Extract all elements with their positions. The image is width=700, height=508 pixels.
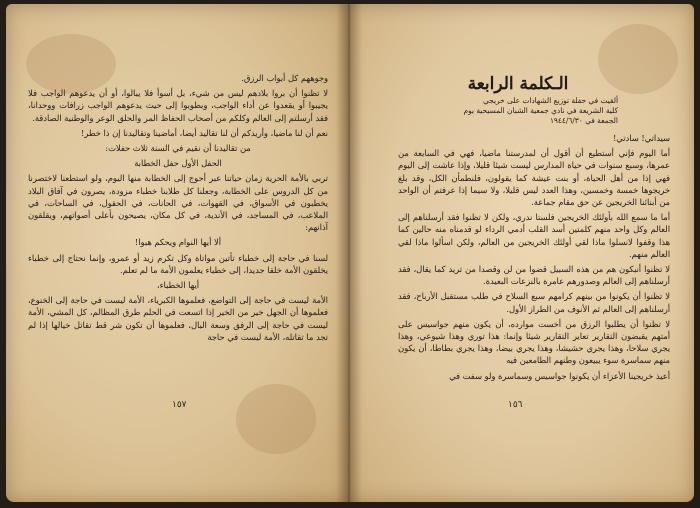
- page-number: ١٥٧: [172, 400, 187, 410]
- paragraph: تربي بالأمة الحرية زمان حياتنا عبر أحوج إلى الخطابة منها اليوم، ولو استطعنا لاختصرنا من كل الدروس على الخطابة، وجعلنا كل طلابنا خطباء مزودة، يصرون في آفاق البلاد يخطبون في الأسواق، في القهوات، في الحانات، في الحقول، في الساحات، في الملاعب، في المساجد، في الأندية، في كل مكان، يصيحون بأعلى أصواتهم، ويقلقون آذانهم:: [28, 173, 328, 233]
- paragraph: لا تظنوا أن يكونوا من بينهم كرامهم سبع السلاح في طلب مستقبل الأرباح، فقد أرسلناهم إلى العالم ثم الأنوف من الطراز الأول.: [398, 291, 670, 314]
- paragraph: لا تظنوا أن بروا بلادهم ليس من شيء، بل أسوأ فلا يبالوا، أو أن يدعوهم الواجب فلا يجيبوا أو يقعدوا عن أداء الواجب، وبطوبوا إلى حيث يدعوهم الواجب زرافات ووحدانا، فقد أرسلتم إلى العالم وكلكم من أصحاب الحفاظ المر والحلق الوعر والوطنية الصادقة.: [28, 88, 328, 123]
- subtitle-line: كلية الشريعة في نادي جمعية الشبان المسيحية يوم: [463, 106, 618, 115]
- left-page-body: [28, 72, 328, 346]
- page-number: ١٥٦: [508, 400, 523, 410]
- chapter-subtitle: [428, 96, 618, 126]
- salutation: سيداتي! سادتي!: [612, 133, 670, 143]
- section-heading: الحفل الأول حفل الخطابة: [134, 158, 222, 169]
- paragraph: وجوههم كل أبواب الرزق.: [241, 73, 328, 83]
- open-book-spread: [6, 4, 694, 502]
- paragraph: أما ما سمع الله بأولئك الخريجين فلستا ندري، ولكن لا تظنوا فقد أرسلناهم إلى العالم وكل واحد منهم كلمتين أسد القلب أدمي الرداء لو قدمناه منه حالين كما هذا وقفوا لانسلوا ماذا لقي أولئك الخريجين من العالم، ولكن اسألوا ماذا لقي العالم منهم.: [398, 212, 670, 259]
- right-page: [348, 4, 694, 502]
- subtitle-line: ألقيت في حفلة توزيع الشهادات على خريجي: [483, 96, 618, 105]
- paragraph: الأمة ليست في حاجة إلى التواضع، فعلموها الكبرياء، الأمة ليست في حاجة إلى الخنوع، فعلموها أن الجهل خير من الخير إذا اتسعت في الحلم طرق المظالم، كل المشي، الأمة ليست في حاجة إلى الرفق وسعة البال، فعلموها أن تكون شر قط تقاتل خيالها إذا لم تجد ما تقاتله، الأمة ليست في حاجة: [28, 295, 328, 342]
- paper-stain: [236, 384, 316, 454]
- paragraph: لسنا في حاجة إلى خطباء تأتين مواتاة وكل تكرم زيد أو عمرو، وإنما نحتاج إلى خطباء يخلقون الأمة خلقا جديدا، إلى خطباء يعلمون الأمة ما لم تعلم.: [28, 252, 328, 275]
- left-page: [6, 4, 348, 502]
- book-gutter: [336, 4, 362, 502]
- paragraph: نعم أن لنا ماضيا، وأريدكم أن لنا تقاليد أيضا، أماضينا وتقاليدنا إن ذا خطر!: [80, 127, 328, 138]
- paragraph: أما اليوم فإني أستطيع أن أقول أن لمدرستنا ماضيا، فهي في السابعة من عمرها، وسبع سنوات في حياة المدارس ليست شيئا قليلا، وإذا عاشت إلى اليوم فهي إذا من أهل الحياة، أو بنت عيشة كما يقولون، فلنطمأن الكل، وقد بلغ خريجوها خمسة وخمسين، وهذا العدد ليس قليلا، ولا سيما إذا عرفتم أن الواحد من أبنائنا الخريجين عن حق مقام جماعة.: [398, 148, 670, 208]
- paragraph: لا تظنوا أن يطلبوا الرزق من أخست موارده، أن يكون منهم جواسيس على أمتهم يقبضون التقارير تعاير التقارير شيئا وإنما: هذا توري وهذا شيوعي، وهذا يجري سلاحا، وهذا يجري حشيشا، وهذا يجري بيضا، وهذا يجري بطاطا، أن يكون منهم سماسرة سوء يبيعون وطنهم الطامعين فيه: [398, 318, 670, 366]
- quoted-line: ألا أيها النوام ويحكم هبوا!: [134, 237, 222, 248]
- paragraph: لا تظنوا أنبكون هم من هذه السبيل قضوا من لن وقصدا من تريد كما يقال، فقد أرسلناهم إلى العالم وصدورهم عامرة بالنزعات البعيدة.: [398, 264, 670, 287]
- paragraph: أعيذ خريجينا الأعزاء أن يكونوا جواسيس وسماسرة ولو سفت في: [449, 370, 670, 381]
- subtitle-line: الجمعة في ١٩٤٤/٦/٣٠: [549, 116, 618, 125]
- chapter-title: الـكلمة الرابعة: [467, 74, 569, 94]
- paragraph: من تقاليدنا أن نقيم في السنة ثلاث حفلات:: [105, 143, 251, 154]
- paragraph: أيها الخطباء،: [156, 280, 200, 291]
- right-page-body: [398, 132, 670, 385]
